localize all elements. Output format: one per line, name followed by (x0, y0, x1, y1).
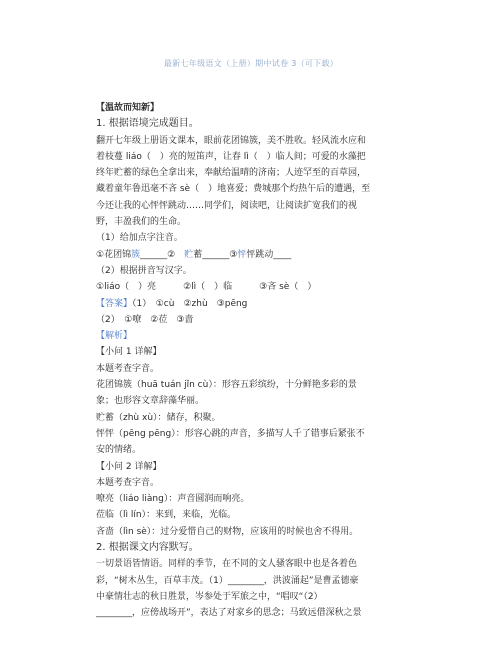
q1-title: 1. 根据语境完成题目。 (96, 118, 199, 130)
q1-sub1: （1）给加点字注音。 (96, 233, 183, 244)
q2-line: 彩，“树木丛生，百草丰茂。（1）________，洪波涌起”是曹孟德豪 (96, 575, 359, 586)
document-content (96, 100, 428, 622)
q1-answer2: （2） ①嘹 ②莅 ③啬 (96, 314, 194, 325)
q1-passage-line: 终年贮蓄的绿色全拿出来，奉献给温晴的济南；人迹罕至的百草园， (96, 168, 367, 179)
detail1-line: 贮蓄（zhù xù）：储存，积聚。 (96, 412, 221, 423)
detail2-line: 莅临（lì lín）：来到，来临，光临。 (96, 510, 237, 521)
q2-line: ________，应傍战场开”，表达了对家乡的思念；马致远借深秋之景 (96, 608, 362, 619)
q2-line: 中豪情壮志的秋日胜景，岑参处于军旅之中，“唱叹“（2） (96, 591, 323, 602)
q1-items1-part: ______② (140, 249, 185, 260)
q1-items1-dotted: 贮 (184, 249, 194, 260)
detail1-line: 花团锦簇（huā tuán jǐn cù）：形容五彩缤纷，十分鲜艳多彩的景 (96, 380, 357, 391)
q1-passage-line: 藏着童年鲁迅毫不吝 sè（ ）地喜爱；费城那个灼热午后的遭遇，至 (96, 184, 371, 195)
detail1-line: 本题考查字音。 (96, 363, 160, 374)
analysis-label: 【解析】 (96, 331, 133, 342)
detail2-label: 【小问 2 详解】 (96, 461, 162, 472)
detail1-label: 【小问 1 详解】 (96, 347, 162, 358)
q1-passage-line: 野，丰盈我们的生命。 (96, 217, 187, 228)
page-header: 最新七年级语文（上册）期中试卷 3（可下载） (163, 59, 339, 68)
detail1-line: 象；也形容文章辞藻华丽。 (96, 396, 205, 407)
q1-sub2: （2）根据拼音写汉字。 (96, 265, 192, 276)
q1-items1-part: ①花团锦 (96, 249, 132, 260)
q1-items1-part: 怦跳动____ (246, 249, 292, 260)
q1-items1 (96, 247, 428, 263)
detail2-line: 本题考查字音。 (96, 477, 160, 488)
q1-items2: ①liáo（ ）亮 ②lì（ ）临 ③吝 sè（ ） (96, 282, 317, 293)
q2-line: 一切景语皆情语。同样的季节，在不同的文人骚客眼中也是各着色 (96, 559, 358, 570)
q1-items1-dotted: 簇 (131, 249, 141, 260)
detail1-line: 安的情绪。 (96, 445, 142, 456)
answer-text: （1） ①cù ②zhù ③pēng (132, 298, 248, 309)
q1-answer (96, 296, 428, 312)
detail1-line: 怦怦（pēng pēng）：形容心跳的声音，多描写人千了错事后紧张不 (96, 428, 365, 439)
q2-title: 2. 根据课文内容默写。 (96, 542, 199, 554)
q1-passage-line: 翻开七年级上册语文课本，眼前花团锦簇，美不胜收。轻风流水应和 (96, 135, 367, 146)
q1-items1-part: 蓄______③ (193, 249, 238, 260)
q1-passage-line: 今还让我的心怦怦跳动……同学们，阅读吧，让阅读扩宽我们的视 (96, 200, 358, 211)
q1-items1-dotted: 怦 (237, 249, 247, 260)
detail2-line: 吝啬（lìn sè）：过分爱惜自己的财物，应该用的时候也舍不得用。 (96, 526, 359, 537)
section-title: 【温故而知新】 (96, 103, 160, 113)
q1-passage-line: 着枝蔓 liáo（ ）亮的短笛声，让春 lì（ ）临人间；可爱的水藻把 (96, 151, 366, 162)
answer-label: 【答案】 (96, 298, 133, 309)
detail2-line: 嘹亮（liáo liàng）：声音圆润而响亮。 (96, 494, 250, 505)
